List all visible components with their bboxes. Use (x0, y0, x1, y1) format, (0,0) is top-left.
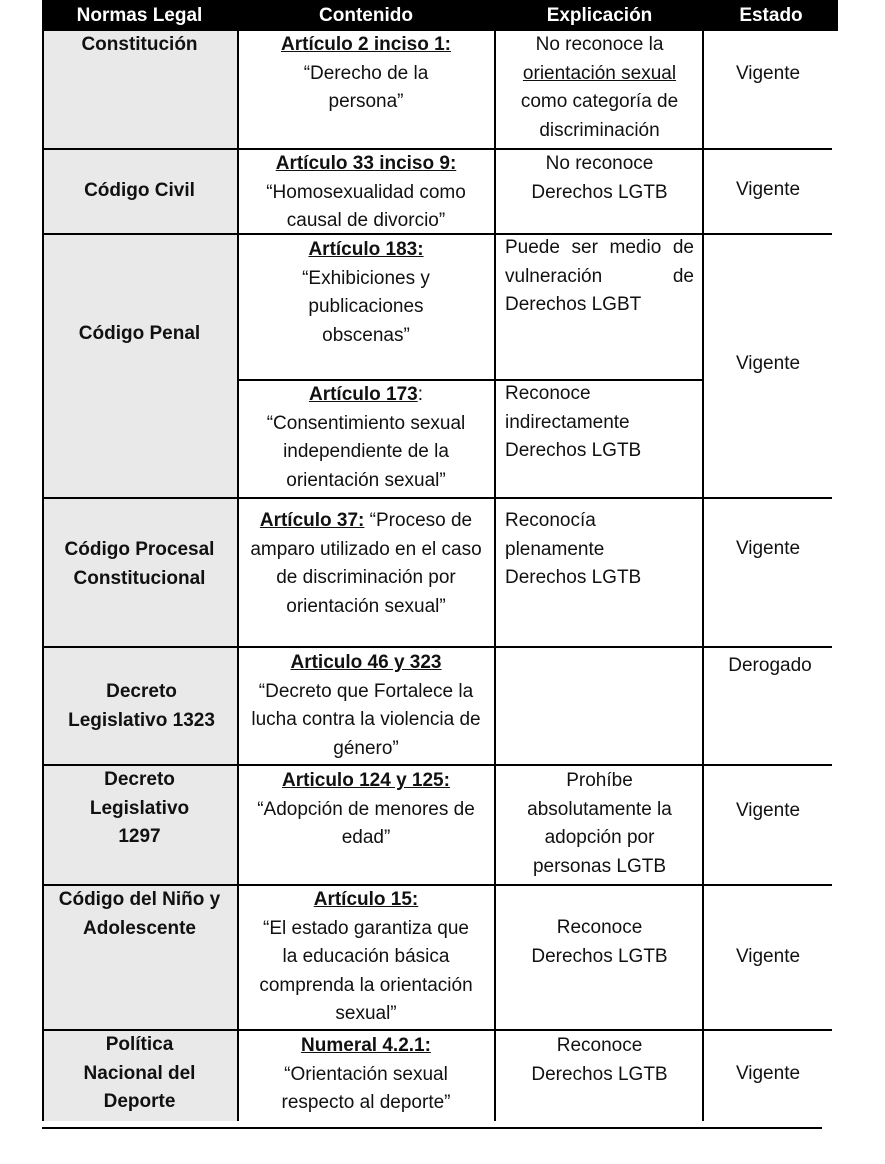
articulo-label: Artículo 183: (308, 239, 424, 260)
explicacion-text: Reconocía plenamente Derechos LGTB (505, 510, 642, 588)
norma-label: Decreto Legislativo 1323 (68, 681, 215, 731)
row-nino-norma (42, 886, 237, 1030)
header-estado: Estado (739, 5, 803, 26)
row-procesal-explicacion (497, 507, 687, 593)
row-penal-explicacion-b (497, 380, 702, 466)
row-dl1297-explicacion (497, 767, 702, 881)
contenido-text: “Adopción de menores de edad” (257, 798, 475, 848)
row-penal-contenido-a (240, 236, 492, 350)
header-explicacion: Explicación (546, 5, 653, 26)
row-civil-norma (42, 150, 237, 234)
grid-line (42, 884, 832, 886)
articulo-label: Artículo 2 inciso 1: (281, 34, 451, 55)
estado-text: Vigente (735, 538, 801, 559)
explicacion-text: Puede ser medio de vulneración de Derechos LGBT (505, 237, 694, 315)
explicacion-text: Reconoce Derechos LGTB (531, 917, 668, 967)
norma-label: Política Nacional del Deporte (83, 1034, 196, 1112)
estado-text: Vigente (735, 179, 801, 200)
estado-text: Vigente (735, 946, 801, 967)
norma-label: Código Penal (78, 323, 201, 344)
header-normas: Normas Legal (76, 5, 203, 26)
articulo-label: Articulo 124 y 125: (282, 770, 450, 791)
row-procesal-contenido (240, 507, 492, 621)
grid-line (42, 31, 44, 1121)
estado-text: Vigente (735, 1063, 801, 1084)
row-penal-norma (42, 235, 237, 497)
row-nino-explicacion (497, 914, 702, 971)
norma-label: Decreto Legislativo 1297 (89, 769, 190, 847)
explicacion-underlined: orientación sexual (522, 62, 677, 84)
estado-text: Vigente (735, 63, 801, 84)
row-deporte-explicacion (497, 1032, 702, 1089)
row-dl1323-norma (42, 648, 237, 764)
row-constitucion-explicacion (497, 31, 702, 145)
articulo-label: Articulo 46 y 323 (290, 652, 442, 673)
grid-line (237, 31, 239, 1121)
row-penal-explicacion-a (497, 234, 702, 320)
row-dl1323-estado (700, 652, 840, 681)
grid-line (42, 646, 832, 648)
explicacion-text: como categoría de discriminación (520, 91, 679, 141)
row-civil-explicacion (497, 150, 702, 207)
articulo-label: Artículo 173 (308, 384, 418, 405)
explicacion-text: Prohíbe absolutamente la adopción por personas LGTB (527, 770, 672, 877)
articulo-label: Artículo 33 inciso 9: (275, 153, 457, 174)
row-nino-contenido (240, 886, 492, 1029)
row-dl1323-contenido (240, 649, 492, 763)
row-dl1297-contenido (240, 767, 492, 853)
grid-line (42, 1029, 832, 1031)
row-procesal-norma (42, 499, 237, 647)
contenido-text: “Exhibiciones y publicaciones obscenas” (302, 267, 430, 346)
contenido-text: “Derecho de la persona” (303, 62, 429, 112)
estado-text: Derogado (728, 655, 812, 676)
row-deporte-estado (704, 1060, 832, 1089)
grid-line (42, 1127, 822, 1129)
estado-text: Vigente (735, 800, 801, 821)
contenido-text: “Decreto que Fortalece la lucha contra la violencia de género” (251, 680, 481, 759)
grid-line (237, 379, 702, 381)
explicacion-text: No reconoce la (535, 34, 664, 55)
row-deporte-norma (42, 1031, 237, 1121)
estado-text: Vigente (735, 353, 801, 374)
contenido-text: “El estado garantiza que la educación básica comprenda la orientación sexual” (259, 917, 473, 1024)
header-contenido: Contenido (319, 5, 413, 26)
row-constitucion-norma (42, 31, 237, 149)
norma-label: Código Procesal Constitucional (64, 539, 215, 589)
contenido-text: “Orientación sexual respecto al deporte” (281, 1063, 451, 1113)
articulo-suffix: : (417, 384, 424, 405)
row-civil-estado (704, 176, 832, 205)
row-dl1297-estado (704, 797, 832, 826)
grid-line (42, 233, 832, 235)
articulo-label: Artículo 15: (313, 889, 419, 910)
row-constitucion-estado (704, 60, 832, 89)
row-constitucion-contenido (240, 31, 492, 117)
explicacion-text: Reconoce Derechos LGTB (531, 1035, 668, 1085)
row-nino-estado (704, 943, 832, 972)
contenido-text: “Homosexualidad como causal de divorcio” (266, 181, 466, 231)
row-penal-estado (704, 350, 832, 379)
norma-label: Código del Niño y Adolescente (58, 889, 221, 939)
grid-line (702, 31, 704, 1121)
row-deporte-contenido (240, 1032, 492, 1118)
table-header (42, 0, 838, 31)
grid-line (42, 764, 832, 766)
explicacion-text: Reconoce indirectamente Derechos LGTB (505, 383, 642, 461)
row-procesal-estado (704, 535, 832, 564)
contenido-text: “Consentimiento sexual independiente de la orientación sexual” (266, 412, 466, 491)
row-dl1297-norma (42, 766, 237, 884)
grid-line (494, 31, 496, 1121)
row-penal-contenido-b (240, 381, 492, 495)
norma-label: Código Civil (84, 180, 195, 201)
explicacion-text: No reconoce Derechos LGTB (531, 153, 668, 203)
norma-label: Constitución (81, 34, 198, 55)
articulo-label: Artículo 37: (259, 510, 365, 531)
grid-line (42, 497, 832, 499)
contenido-text: “Proceso de amparo utilizado en el caso de discriminación por orientación sexual” (250, 510, 482, 617)
articulo-label: Numeral 4.2.1: (301, 1035, 431, 1056)
grid-line (42, 148, 832, 150)
row-civil-contenido (240, 150, 492, 236)
